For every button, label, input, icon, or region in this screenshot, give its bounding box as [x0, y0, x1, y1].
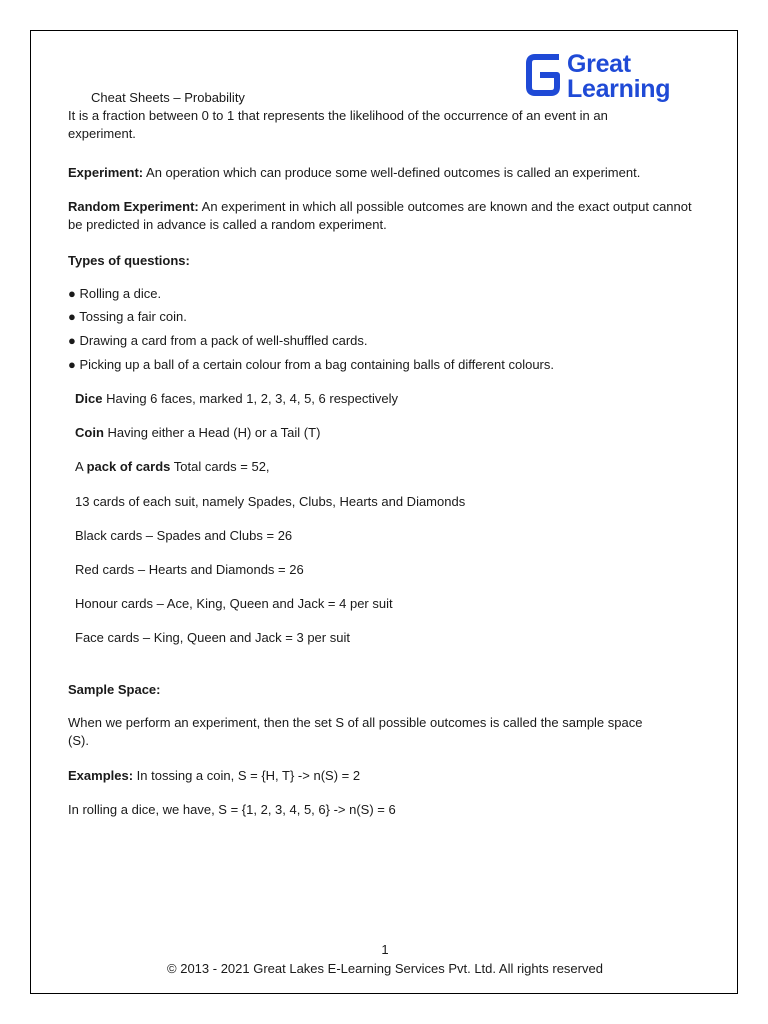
- great-learning-g-icon: [525, 51, 561, 99]
- types-heading-text: Types of questions:: [68, 253, 190, 268]
- coin-term: Coin: [75, 425, 104, 440]
- logo-text-learning: Learning: [567, 75, 671, 103]
- experiment-paragraph: [68, 164, 640, 182]
- examples-term: Examples:: [68, 768, 134, 783]
- document-title: Cheat Sheets – Probability: [91, 90, 245, 105]
- experiment-definition: An operation which can produce some well-defined outcomes is called an experiment.: [143, 165, 641, 180]
- dice-term: Dice: [75, 391, 103, 406]
- sample-space-heading: [68, 681, 161, 699]
- list-item: ● Rolling a dice.: [68, 286, 162, 301]
- logo-text-great: Great: [567, 50, 631, 78]
- examples-text: In tossing a coin, S = {H, T} -> n(S) = 2: [133, 768, 361, 783]
- intro-paragraph: It is a fraction between 0 to 1 that represents the likelihood of the occurrence of an event in an experiment.: [68, 108, 608, 141]
- document-page: [30, 30, 738, 994]
- types-heading: [68, 252, 190, 270]
- list-item: ● Picking up a ball of a certain colour from a bag containing balls of different colours.: [68, 357, 554, 372]
- sample-space-heading-text: Sample Space:: [68, 682, 161, 697]
- page-number: 1: [381, 942, 389, 957]
- pack-term: pack of cards: [86, 459, 171, 474]
- red-cards-fact: Red cards – Hearts and Diamonds = 26: [75, 562, 304, 577]
- pack-description: Total cards = 52,: [170, 459, 270, 474]
- honour-cards-fact: Honour cards – Ace, King, Queen and Jack = 4 per suit: [75, 596, 393, 611]
- suits-fact: 13 cards of each suit, namely Spades, Clubs, Hearts and Diamonds: [75, 494, 466, 509]
- dice-description: Having 6 faces, marked 1, 2, 3, 4, 5, 6 respectively: [102, 391, 399, 406]
- face-cards-fact: Face cards – King, Queen and Jack = 3 per suit: [75, 630, 350, 645]
- sample-space-definition: When we perform an experiment, then the set S of all possible outcomes is called the sample space (S).: [68, 715, 643, 748]
- pack-prefix: A: [75, 459, 87, 474]
- great-learning-logo: [525, 49, 685, 105]
- examples-paragraph: [68, 767, 360, 785]
- random-experiment-paragraph: [68, 198, 693, 234]
- black-cards-fact: Black cards – Spades and Clubs = 26: [75, 528, 293, 543]
- list-item: ● Drawing a card from a pack of well-shuffled cards.: [68, 333, 368, 348]
- copyright-footer: © 2013 - 2021 Great Lakes E-Learning Services Pvt. Ltd. All rights reserved: [167, 961, 603, 976]
- random-experiment-term: Random Experiment:: [68, 199, 199, 214]
- coin-fact: [75, 424, 320, 442]
- pack-of-cards-fact: [75, 458, 270, 476]
- random-experiment-definition: An experiment in which all possible outcomes are known and the exact output cannot be predicted in advance is called a random experiment.: [68, 199, 692, 232]
- coin-description: Having either a Head (H) or a Tail (T): [103, 425, 321, 440]
- experiment-term: Experiment:: [68, 165, 144, 180]
- dice-fact: [75, 390, 398, 408]
- list-item: ● Tossing a fair coin.: [68, 309, 187, 324]
- dice-sample-space-example: In rolling a dice, we have, S = {1, 2, 3, 4, 5, 6} -> n(S) = 6: [68, 802, 396, 817]
